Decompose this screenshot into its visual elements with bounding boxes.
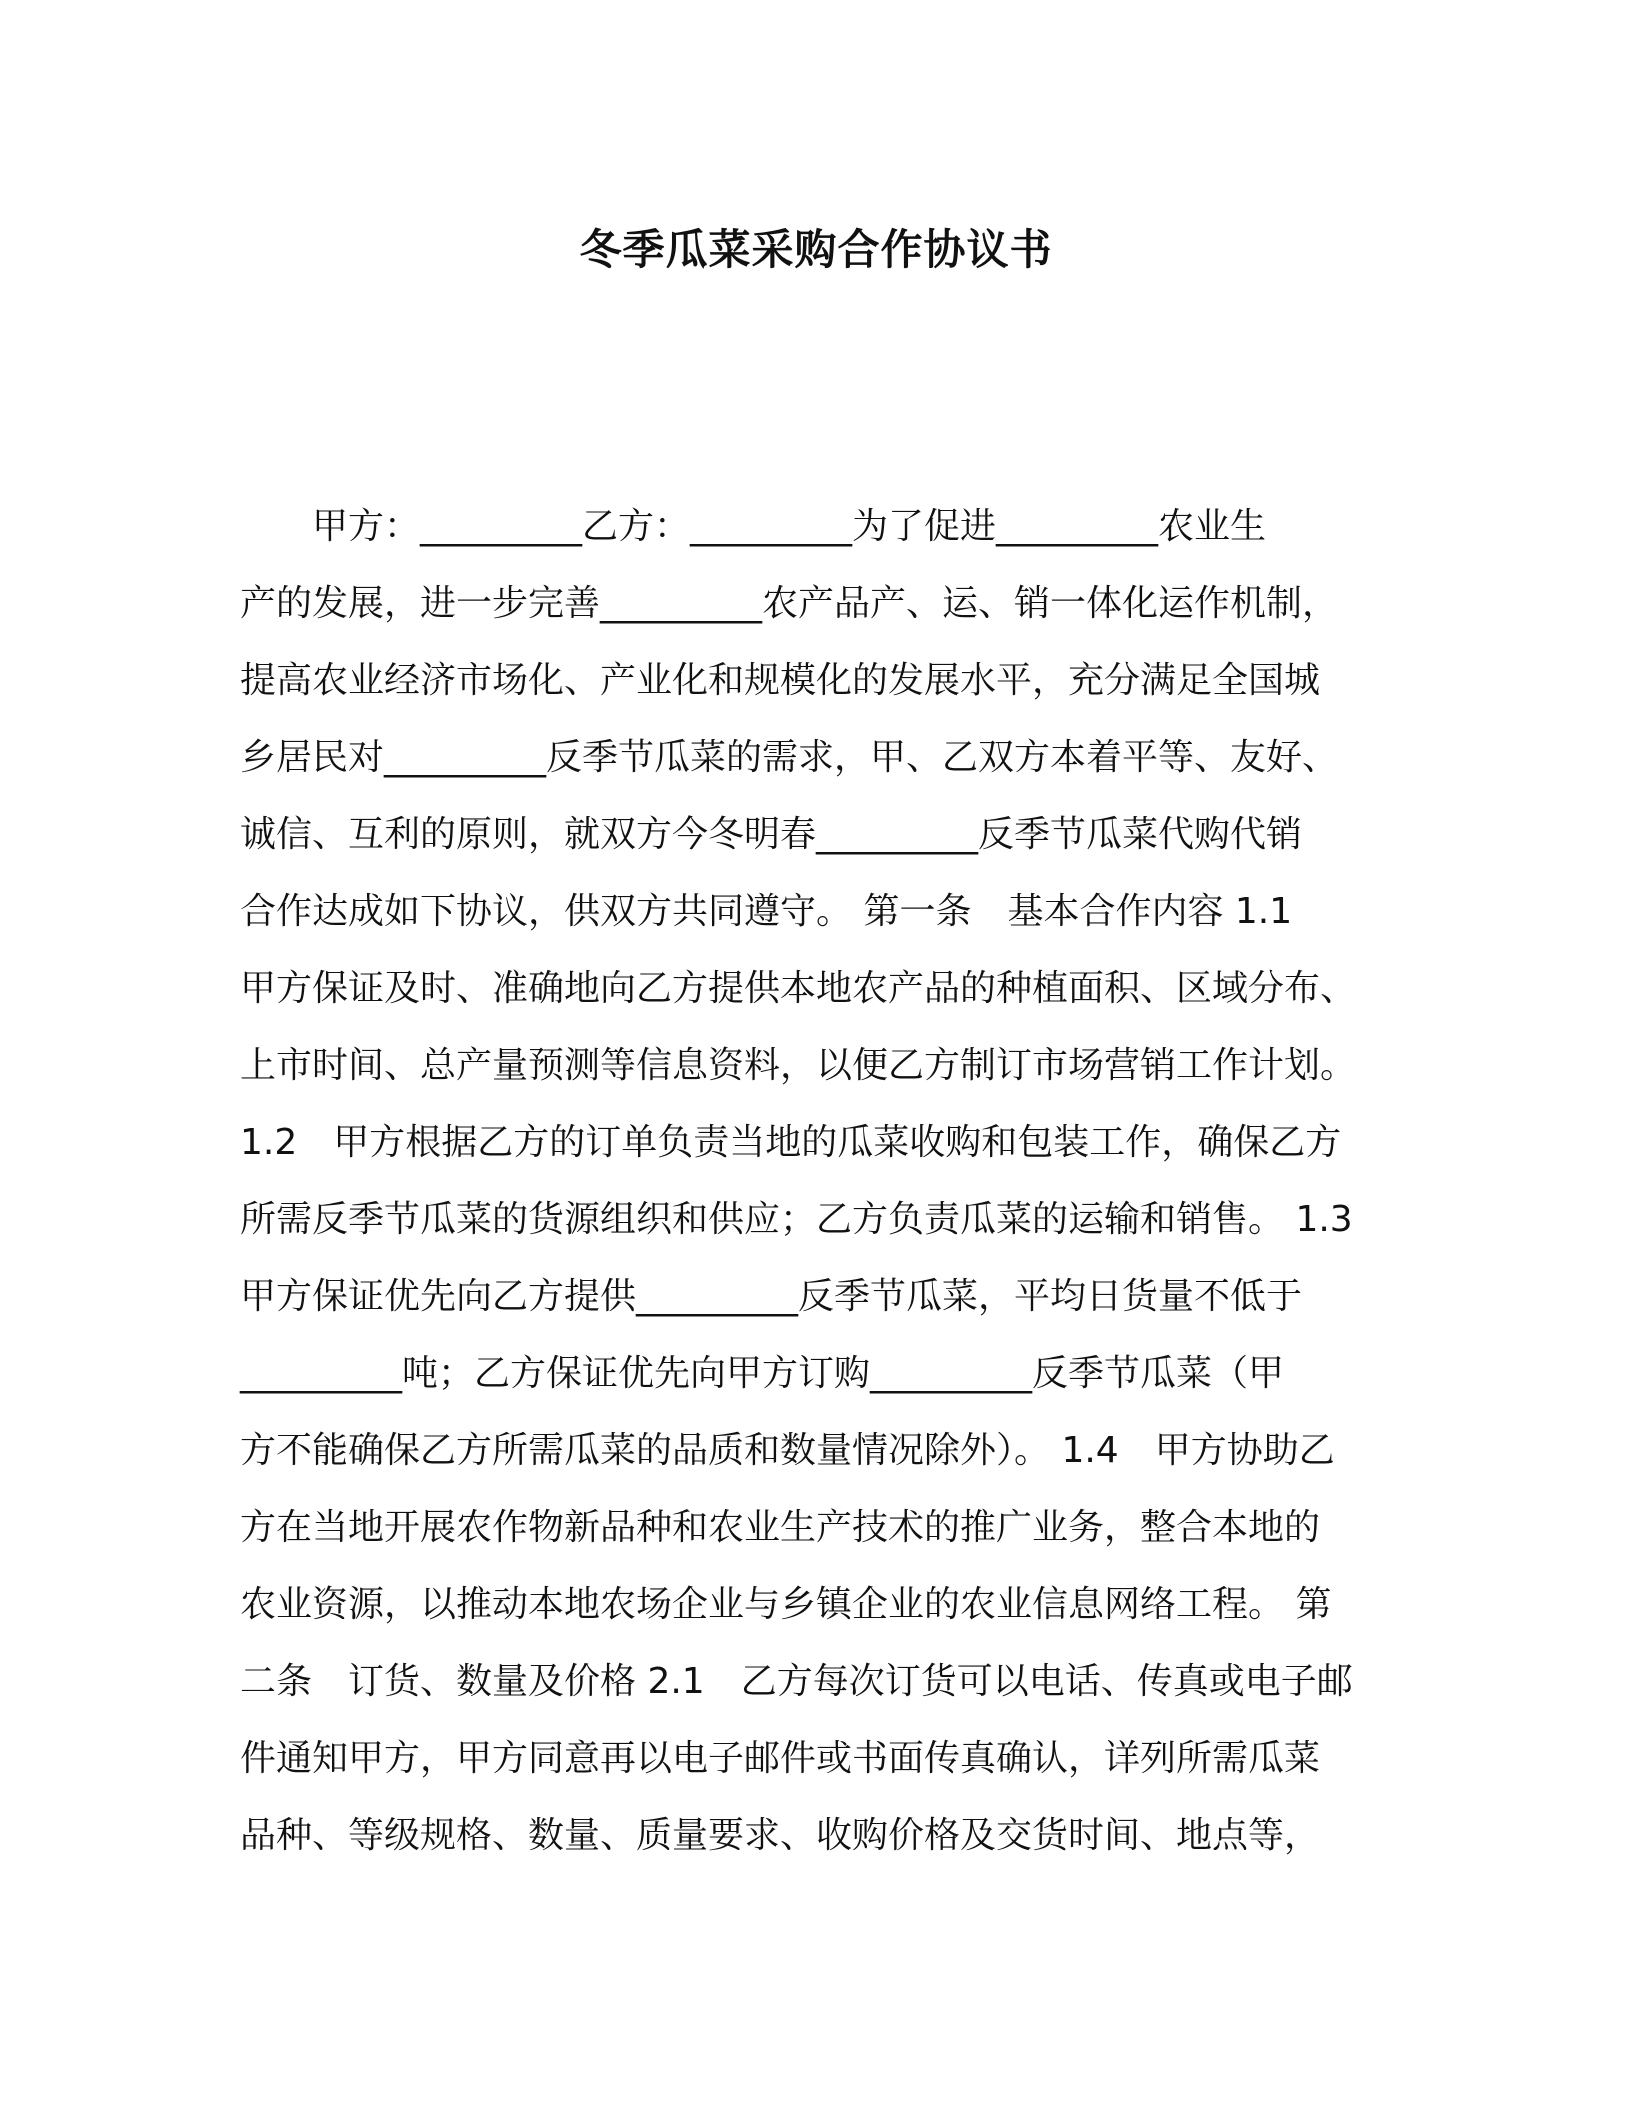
body-line: 农业资源，以推动本地农场企业与乡镇企业的农业信息网络工程。 第: [240, 1584, 1332, 1625]
body-line: 产的发展，进一步完善_________农产品产、运、销一体化运作机制，: [240, 583, 1339, 624]
body-line: 诚信、互利的原则，就双方今冬明春_________反季节瓜菜代购代销: [240, 814, 1303, 855]
body-line: 上市时间、总产量预测等信息资料，以便乙方制订市场营销工作计划。: [240, 1045, 1357, 1086]
body-line: 所需反季节瓜菜的货源组织和供应；乙方负责瓜菜的运输和销售。 1.3: [240, 1199, 1353, 1240]
body-line: 方在当地开展农作物新品种和农业生产技术的推广业务，整合本地的: [240, 1507, 1321, 1548]
body-line: 二条 订货、数量及价格 2.1 乙方每次订货可以电话、传真或电子邮: [240, 1661, 1353, 1702]
body-line: 1.2 甲方根据乙方的订单负责当地的瓜菜收购和包装工作，确保乙方: [240, 1122, 1342, 1163]
body-line: 甲方：_________乙方：_________为了促进_________农业生: [240, 506, 1267, 547]
document-title: 冬季瓜菜采购合作协议书: [579, 225, 1053, 274]
body-line: 提高农业经济市场化、产业化和规模化的发展水平，充分满足全国城: [240, 660, 1321, 701]
body-line: 甲方保证优先向乙方提供_________反季节瓜菜，平均日货量不低于: [240, 1276, 1303, 1317]
document-body: [240, 488, 1400, 1874]
body-line: 方不能确保乙方所需瓜菜的品质和数量情况除外）。 1.4 甲方协助乙: [240, 1430, 1335, 1471]
body-line: 乡居民对_________反季节瓜菜的需求，甲、乙双方本着平等、友好、: [240, 737, 1339, 778]
body-line: 合作达成如下协议，供双方共同遵守。 第一条 基本合作内容 1.1: [240, 891, 1293, 932]
body-line: 甲方保证及时、准确地向乙方提供本地农产品的种植面积、区域分布、: [240, 968, 1357, 1009]
body-line: _________吨；乙方保证优先向甲方订购_________反季节瓜菜（甲: [240, 1353, 1285, 1394]
body-line: 品种、等级规格、数量、质量要求、收购价格及交货时间、地点等，: [240, 1815, 1321, 1856]
body-line: 件通知甲方，甲方同意再以电子邮件或书面传真确认，详列所需瓜菜: [240, 1738, 1321, 1779]
